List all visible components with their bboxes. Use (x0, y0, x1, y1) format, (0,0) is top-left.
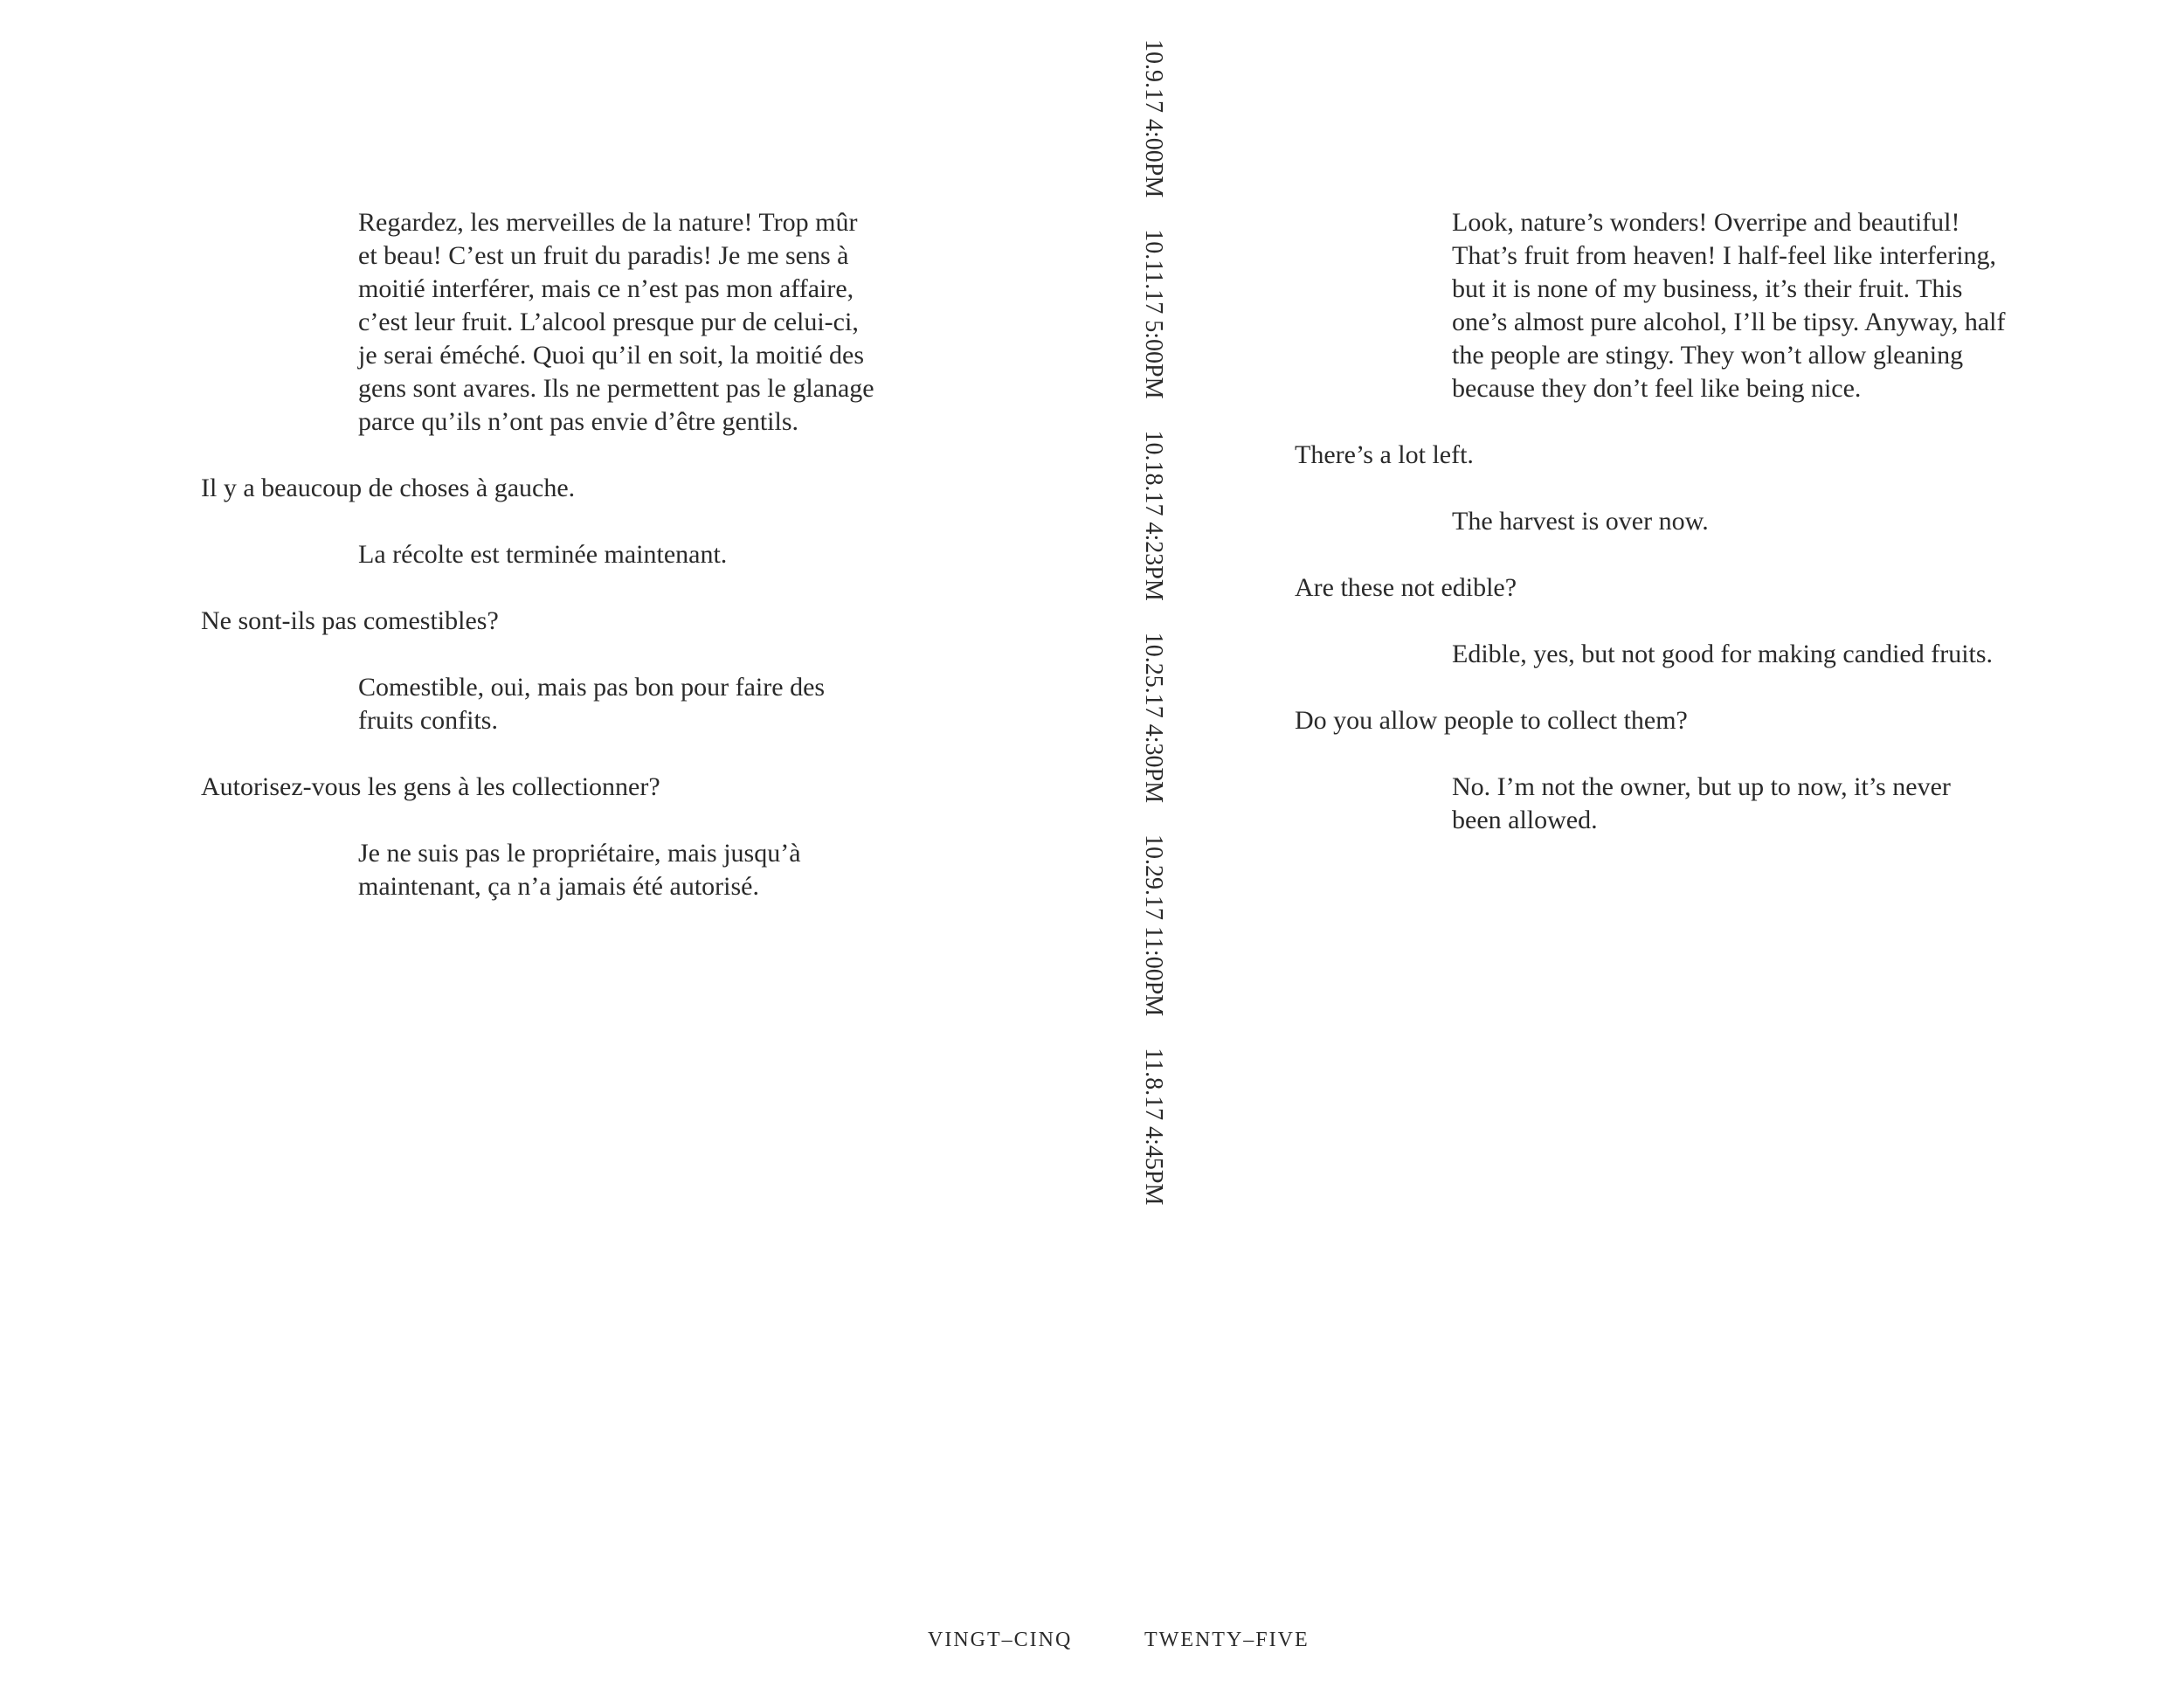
answer-paragraph (1295, 206, 2006, 405)
question-paragraph (1295, 571, 1976, 605)
text-line: The harvest is over now. (1452, 507, 1709, 536)
text-line: There’s a lot left. (1295, 440, 1474, 469)
text-line: c’est leur fruit. L’alcool presque pur de celui-ci, (358, 308, 859, 336)
answer-paragraph (201, 538, 882, 571)
page-number-left: VINGT–CINQ (928, 1629, 1073, 1651)
timestamp: 10.29.17 11:00PM (1140, 834, 1167, 1017)
text-line: et beau! C’est un fruit du paradis! Je me sens à (358, 241, 849, 270)
text-line: one’s almost pure alcohol, I’ll be tipsy. Anyway, half (1452, 308, 2006, 336)
text-line: moitié interférer, mais ce n’est pas mon affaire, (358, 274, 854, 303)
text-line: No. I’m not the owner, but up to now, it’s never (1452, 772, 1951, 801)
timestamp: 11.8.17 4:45PM (1140, 1048, 1167, 1206)
answer-paragraph (1295, 771, 1976, 837)
timestamp: 10.18.17 4:23PM (1140, 430, 1167, 601)
text-line: Il y a beaucoup de choses à gauche. (201, 474, 576, 502)
text-line: Look, nature’s wonders! Overripe and beautiful! (1452, 208, 1960, 237)
text-line: Do you allow people to collect them? (1295, 706, 1688, 735)
answer-paragraph (1295, 638, 1994, 671)
timestamp: 10.9.17 4:00PM (1140, 39, 1167, 198)
text-line: the people are stingy. They won’t allow gleaning (1452, 341, 1964, 370)
question-paragraph (1295, 704, 1976, 737)
text-line: parce qu’ils n’ont pas envie d’être gentils. (358, 407, 798, 436)
question-paragraph (201, 771, 882, 804)
text-line: but it is none of my business, it’s their fruit. This (1452, 274, 1963, 303)
text-line: That’s fruit from heaven! I half-feel like interfering, (1452, 241, 1997, 270)
text-line: because they don’t feel like being nice. (1452, 374, 1862, 403)
answer-paragraph (201, 206, 882, 439)
right-page (1092, 0, 2184, 1688)
text-line: La récolte est terminée maintenant. (358, 540, 728, 569)
timestamp: 10.11.17 5:00PM (1140, 229, 1167, 399)
text-line: Are these not edible? (1295, 573, 1517, 602)
question-paragraph (1295, 439, 1976, 472)
text-line: Edible, yes, but not good for making candied fruits. (1452, 640, 1994, 668)
answer-paragraph (1295, 505, 1976, 538)
text-line: Autorisez-vous les gens à les collectionner? (201, 772, 660, 801)
question-paragraph (201, 605, 882, 638)
answer-paragraph (201, 837, 882, 903)
timestamp: 10.25.17 4:30PM (1140, 632, 1167, 803)
text-line: je serai éméché. Quoi qu’il en soit, la moitié des (358, 341, 864, 370)
text-line: gens sont avares. Ils ne permettent pas le glanage (358, 374, 874, 403)
english-text-column (1295, 206, 2006, 870)
text-line: Ne sont-ils pas comestibles? (201, 606, 499, 635)
text-line: been allowed. (1452, 806, 1598, 834)
text-line: Comestible, oui, mais pas bon pour faire des (358, 673, 826, 702)
text-line: maintenant, ça n’a jamais été autorisé. (358, 872, 759, 901)
text-line: Je ne suis pas le propriétaire, mais jusqu’à (358, 839, 801, 868)
text-line: fruits confits. (358, 706, 498, 735)
page-number-right: TWENTY–FIVE (1144, 1629, 1310, 1651)
question-paragraph (201, 472, 882, 505)
answer-paragraph (201, 671, 882, 737)
french-text-column (201, 206, 882, 937)
text-line: Regardez, les merveilles de la nature! Trop mûr (358, 208, 858, 237)
